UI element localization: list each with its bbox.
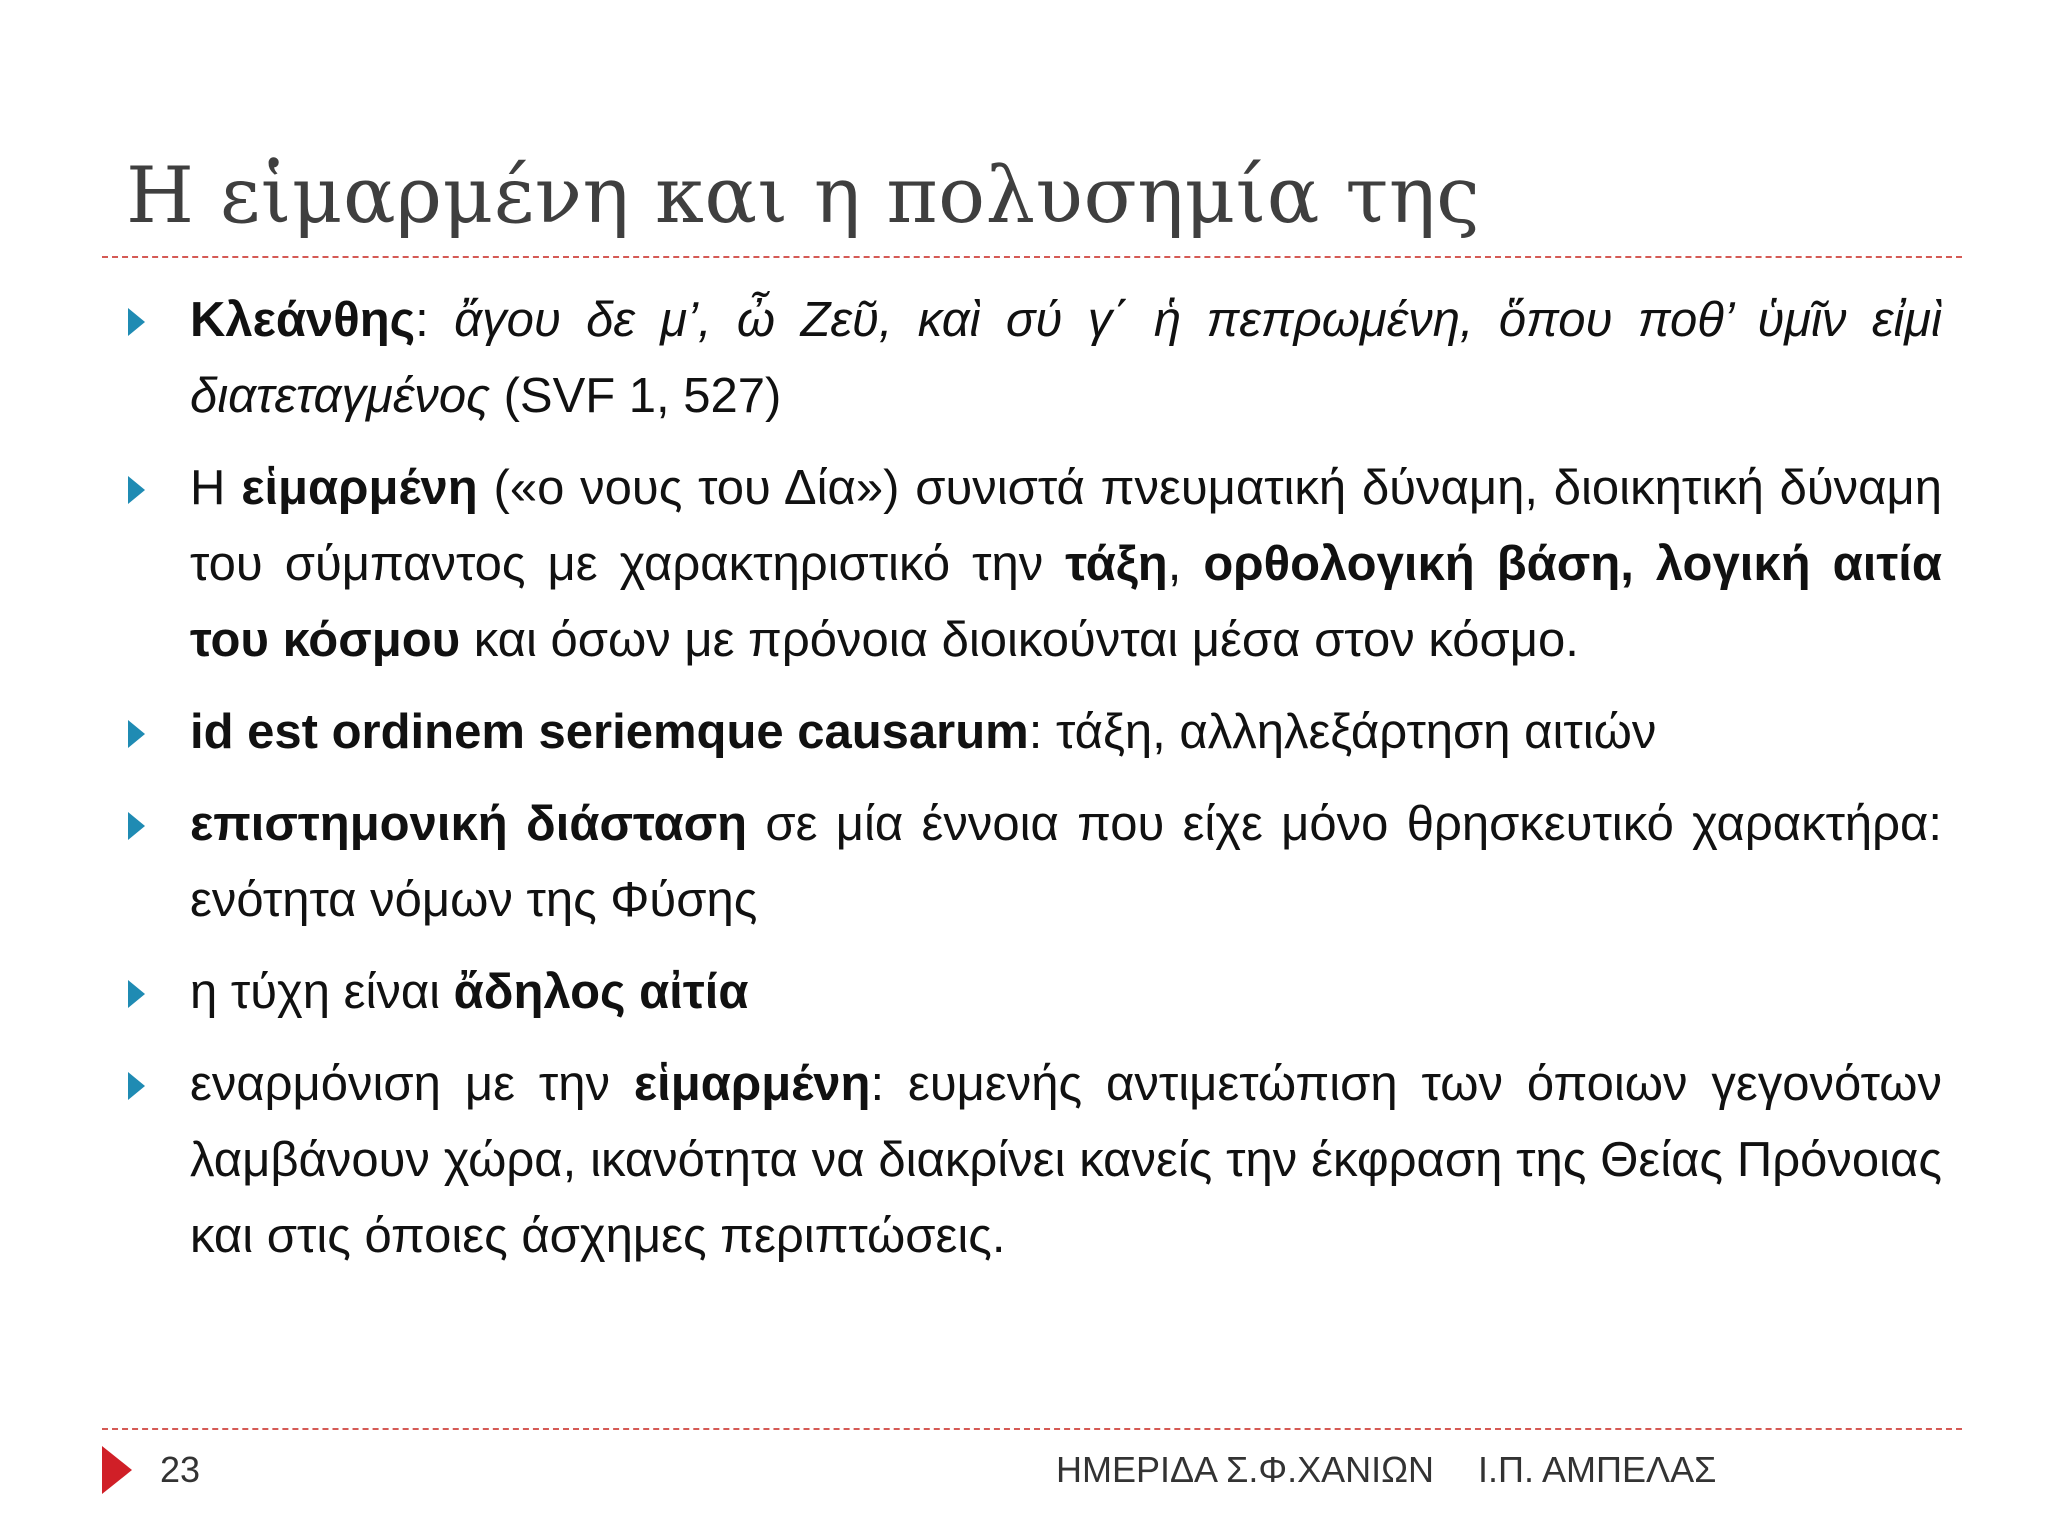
triangle-right-icon — [128, 980, 145, 1008]
triangle-right-icon — [128, 720, 145, 748]
bullet-text-bold: ἄδηλος αἰτία — [453, 965, 749, 1019]
red-arrow-icon — [102, 1446, 132, 1494]
slide-title: Η εἱμαρμένη και η πολυσημία της — [126, 151, 1481, 241]
bullet-text: σε μία έννοια που είχε μόνο θρησκευτικό χαρακτήρα: ενότητα νόμων της Φύσης — [190, 797, 1942, 927]
bullet-text-bold: τάξη — [1065, 537, 1168, 591]
triangle-right-icon — [128, 308, 145, 336]
bullet-item-1 — [120, 282, 1942, 434]
footer-event: ΗΜΕΡΙΔΑ Σ.Φ.ΧΑΝΙΩΝ — [1056, 1449, 1434, 1490]
page-number: 23 — [160, 1449, 201, 1490]
footer-divider — [102, 1428, 1962, 1430]
bullet-text-bold: εἱμαρμένη — [633, 1057, 871, 1111]
bullet-item-3 — [120, 694, 1942, 770]
bullet-text: και όσων με πρόνοια διοικούνται μέσα στον κόσμο. — [460, 613, 1579, 667]
bullet-text: : ευμενής αντιμετώπιση των όποιων γεγονότων λαμβάνουν χώρα, ικανότητα να διακρίνει κανείς την έκφραση της Θείας Πρόνοιας και στις όποιες άσχημες περιπτώσεις. — [190, 1057, 1942, 1263]
bullet-item-6 — [120, 1046, 1942, 1274]
triangle-right-icon — [128, 812, 145, 840]
bullet-text: : τάξη, αλληλεξάρτηση αιτιών — [1028, 705, 1657, 759]
bullet-list — [120, 282, 1942, 1290]
bullet-text: η τύχη είναι — [190, 965, 454, 1019]
bullet-text: Η — [190, 461, 242, 515]
bullet-text-bold: id est ordinem seriemque causarum — [190, 705, 1029, 759]
bullet-item-5 — [120, 954, 1942, 1030]
bullet-text-bold: επιστημονική διάσταση — [190, 797, 748, 851]
bullet-text-italic: ἄγου δε μ’, ὦ Ζεῦ, καὶ σύ γ΄ ἡ πεπρωμένη, ὅπου ποθ’ ὑμῖν εἰμὶ διατεταγμένος — [190, 293, 1942, 423]
bullet-text-bold: εἱμαρμένη — [241, 461, 478, 515]
bullet-text: : — [415, 293, 455, 347]
bullet-text: , — [1167, 537, 1204, 591]
triangle-right-icon — [128, 1072, 145, 1100]
bullet-item-2 — [120, 450, 1942, 678]
title-divider — [102, 256, 1962, 258]
footer-author: Ι.Π. ΑΜΠΕΛΑΣ — [1478, 1449, 1717, 1490]
bullet-text-bold: Κλεάνθης — [190, 293, 416, 347]
footer-caption — [1056, 1448, 1716, 1492]
triangle-right-icon — [128, 476, 145, 504]
bullet-text: εναρμόνιση με την — [190, 1057, 634, 1111]
bullet-item-4 — [120, 786, 1942, 938]
bullet-text: («ο νους του Δία») συνιστά πνευματική δύναμη, διοικητική δύναμη του σύμπαντος με χαρακτηριστικό την — [190, 461, 1942, 591]
bullet-text: (SVF 1, 527) — [489, 369, 782, 423]
bullet-text-bold: ορθολογική βάση, λογική αιτία του κόσμου — [190, 537, 1942, 667]
